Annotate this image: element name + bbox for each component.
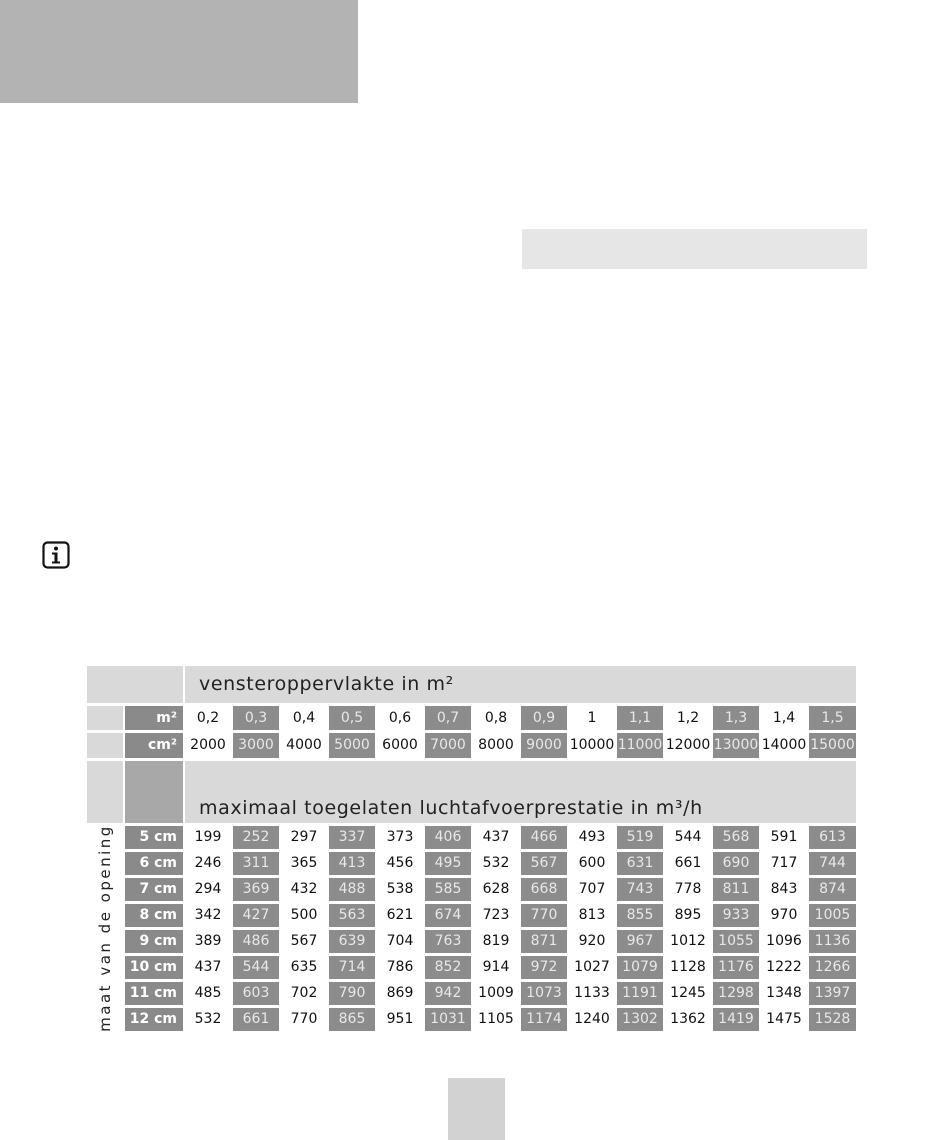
- flow-value-cell: 1027: [568, 954, 616, 980]
- flow-value-cell: 1055: [712, 928, 760, 954]
- m2-value-cell: 1: [568, 704, 616, 731]
- m2-value-cell: 0,7: [424, 704, 472, 731]
- flow-value-cell: 495: [424, 850, 472, 876]
- cm2-value-cell: 12000: [664, 731, 712, 759]
- flow-value-cell: 743: [616, 876, 664, 902]
- subheader-blank: [87, 759, 124, 824]
- flow-value-cell: 493: [568, 824, 616, 850]
- flow-value-cell: 702: [280, 980, 328, 1006]
- flow-value-cell: 485: [184, 980, 232, 1006]
- flow-value-cell: 778: [664, 876, 712, 902]
- cm2-value-cell: 14000: [760, 731, 808, 759]
- flow-value-cell: 500: [280, 902, 328, 928]
- ventilation-table: [87, 666, 856, 1034]
- table-row: [87, 876, 856, 902]
- flow-value-cell: 770: [520, 902, 568, 928]
- row-size-label: 9 cm: [124, 928, 184, 954]
- flow-value-cell: 567: [280, 928, 328, 954]
- flow-value-cell: 297: [280, 824, 328, 850]
- cm2-value-cell: 5000: [328, 731, 376, 759]
- flow-value-cell: 538: [376, 876, 424, 902]
- info-icon: [42, 541, 70, 569]
- m2-value-cell: 0,6: [376, 704, 424, 731]
- flow-value-cell: 744: [808, 850, 856, 876]
- flow-value-cell: 951: [376, 1006, 424, 1032]
- flow-value-cell: 704: [376, 928, 424, 954]
- row-size-label: 6 cm: [124, 850, 184, 876]
- flow-value-cell: 690: [712, 850, 760, 876]
- row-size-label: 10 cm: [124, 954, 184, 980]
- flow-value-cell: 1245: [664, 980, 712, 1006]
- flow-value-cell: 668: [520, 876, 568, 902]
- flow-value-cell: 763: [424, 928, 472, 954]
- cm2-value-cell: 3000: [232, 731, 280, 759]
- flow-value-cell: 1133: [568, 980, 616, 1006]
- flow-value-cell: 811: [712, 876, 760, 902]
- m2-value-cell: 0,2: [184, 704, 232, 731]
- flow-value-cell: 568: [712, 824, 760, 850]
- cm2-value-cell: 11000: [616, 731, 664, 759]
- flow-value-cell: 1266: [808, 954, 856, 980]
- flow-value-cell: 920: [568, 928, 616, 954]
- m2-value-cell: 0,5: [328, 704, 376, 731]
- flow-value-cell: 661: [664, 850, 712, 876]
- flow-value-cell: 635: [280, 954, 328, 980]
- m2-value-cell: 1,4: [760, 704, 808, 731]
- flow-value-cell: 723: [472, 902, 520, 928]
- row-axis-cell: [87, 824, 124, 1032]
- table-row: [87, 980, 856, 1006]
- flow-value-cell: 786: [376, 954, 424, 980]
- flow-value-cell: 639: [328, 928, 376, 954]
- header-title: vensteroppervlakte in m²: [184, 666, 856, 704]
- flow-value-cell: 294: [184, 876, 232, 902]
- flow-value-cell: 613: [808, 824, 856, 850]
- flow-value-cell: 874: [808, 876, 856, 902]
- m2-value-cell: 0,8: [472, 704, 520, 731]
- flow-value-cell: 674: [424, 902, 472, 928]
- m2-value-cell: 1,1: [616, 704, 664, 731]
- flow-value-cell: 389: [184, 928, 232, 954]
- flow-value-cell: 591: [760, 824, 808, 850]
- flow-value-cell: 813: [568, 902, 616, 928]
- flow-value-cell: 942: [424, 980, 472, 1006]
- flow-value-cell: 456: [376, 850, 424, 876]
- flow-value-cell: 603: [232, 980, 280, 1006]
- flow-value-cell: 967: [616, 928, 664, 954]
- flow-value-cell: 661: [232, 1006, 280, 1032]
- m2-value-cell: 1,2: [664, 704, 712, 731]
- flow-value-cell: 600: [568, 850, 616, 876]
- flow-value-cell: 532: [184, 1006, 232, 1032]
- table-row: [87, 902, 856, 928]
- row-axis-label: maat van de opening: [96, 824, 114, 1032]
- row-size-label: 12 cm: [124, 1006, 184, 1032]
- flow-value-cell: 819: [472, 928, 520, 954]
- flow-value-cell: 770: [280, 1006, 328, 1032]
- m2-row-blank: [87, 704, 124, 731]
- subheader-dark-cell: [124, 759, 184, 824]
- flow-value-cell: 855: [616, 902, 664, 928]
- flow-value-cell: 1005: [808, 902, 856, 928]
- flow-value-cell: 1096: [760, 928, 808, 954]
- flow-value-cell: 1031: [424, 1006, 472, 1032]
- flow-value-cell: 852: [424, 954, 472, 980]
- flow-value-cell: 1105: [472, 1006, 520, 1032]
- flow-value-cell: 621: [376, 902, 424, 928]
- section-gray-bar: [522, 229, 867, 269]
- flow-value-cell: 972: [520, 954, 568, 980]
- flow-value-cell: 1222: [760, 954, 808, 980]
- flow-value-cell: 869: [376, 980, 424, 1006]
- flow-value-cell: 544: [232, 954, 280, 980]
- flow-value-cell: 790: [328, 980, 376, 1006]
- row-size-label: 11 cm: [124, 980, 184, 1006]
- flow-value-cell: 1362: [664, 1006, 712, 1032]
- flow-value-cell: 544: [664, 824, 712, 850]
- flow-value-cell: 933: [712, 902, 760, 928]
- flow-value-cell: 865: [328, 1006, 376, 1032]
- page-number-tab: [448, 1078, 505, 1140]
- flow-value-cell: 717: [760, 850, 808, 876]
- flow-value-cell: 427: [232, 902, 280, 928]
- cm2-value-cell: 9000: [520, 731, 568, 759]
- flow-value-cell: 585: [424, 876, 472, 902]
- flow-value-cell: 413: [328, 850, 376, 876]
- cm2-value-cell: 8000: [472, 731, 520, 759]
- flow-value-cell: 628: [472, 876, 520, 902]
- flow-value-cell: 532: [472, 850, 520, 876]
- flow-value-cell: 1079: [616, 954, 664, 980]
- flow-value-cell: 373: [376, 824, 424, 850]
- flow-value-cell: 365: [280, 850, 328, 876]
- flow-value-cell: 1528: [808, 1006, 856, 1032]
- flow-value-cell: 914: [472, 954, 520, 980]
- flow-value-cell: 1128: [664, 954, 712, 980]
- flow-value-cell: 246: [184, 850, 232, 876]
- flow-value-cell: 432: [280, 876, 328, 902]
- cm2-value-cell: 15000: [808, 731, 856, 759]
- flow-value-cell: 1136: [808, 928, 856, 954]
- flow-value-cell: 1073: [520, 980, 568, 1006]
- table-row: [87, 954, 856, 980]
- flow-value-cell: 519: [616, 824, 664, 850]
- table-row: [87, 824, 856, 850]
- flow-value-cell: 369: [232, 876, 280, 902]
- cm2-unit-label: cm²: [124, 731, 184, 759]
- flow-value-cell: 567: [520, 850, 568, 876]
- flow-value-cell: 311: [232, 850, 280, 876]
- flow-value-cell: 1009: [472, 980, 520, 1006]
- row-size-label: 5 cm: [124, 824, 184, 850]
- cm2-value-cell: 4000: [280, 731, 328, 759]
- table-row: [87, 850, 856, 876]
- m2-value-cell: 1,5: [808, 704, 856, 731]
- flow-value-cell: 1348: [760, 980, 808, 1006]
- sub-header-title: maximaal toegelaten luchtafvoerprestatie in m³/h: [184, 759, 856, 824]
- flow-value-cell: 1475: [760, 1006, 808, 1032]
- flow-value-cell: 843: [760, 876, 808, 902]
- header-gray-block: [0, 0, 358, 103]
- flow-value-cell: 707: [568, 876, 616, 902]
- cm2-row-blank: [87, 731, 124, 759]
- cm2-value-cell: 10000: [568, 731, 616, 759]
- m2-value-cell: 0,4: [280, 704, 328, 731]
- flow-value-cell: 437: [184, 954, 232, 980]
- flow-value-cell: 1240: [568, 1006, 616, 1032]
- table-row: [87, 1006, 856, 1032]
- flow-value-cell: 871: [520, 928, 568, 954]
- cm2-value-cell: 6000: [376, 731, 424, 759]
- flow-value-cell: 486: [232, 928, 280, 954]
- flow-value-cell: 970: [760, 902, 808, 928]
- flow-value-cell: 1419: [712, 1006, 760, 1032]
- flow-value-cell: 563: [328, 902, 376, 928]
- m2-value-cell: 0,3: [232, 704, 280, 731]
- flow-value-cell: 631: [616, 850, 664, 876]
- table-row: [87, 928, 856, 954]
- flow-value-cell: 406: [424, 824, 472, 850]
- corner-cell: [87, 666, 184, 704]
- m2-unit-label: m²: [124, 704, 184, 731]
- flow-value-cell: 1298: [712, 980, 760, 1006]
- flow-value-cell: 1191: [616, 980, 664, 1006]
- cm2-value-cell: 7000: [424, 731, 472, 759]
- flow-value-cell: 895: [664, 902, 712, 928]
- row-size-label: 7 cm: [124, 876, 184, 902]
- flow-value-cell: 1176: [712, 954, 760, 980]
- flow-value-cell: 199: [184, 824, 232, 850]
- flow-value-cell: 488: [328, 876, 376, 902]
- flow-value-cell: 1174: [520, 1006, 568, 1032]
- flow-value-cell: 1012: [664, 928, 712, 954]
- flow-value-cell: 1302: [616, 1006, 664, 1032]
- flow-value-cell: 437: [472, 824, 520, 850]
- flow-value-cell: 337: [328, 824, 376, 850]
- flow-value-cell: 342: [184, 902, 232, 928]
- row-size-label: 8 cm: [124, 902, 184, 928]
- m2-value-cell: 1,3: [712, 704, 760, 731]
- flow-value-cell: 714: [328, 954, 376, 980]
- flow-value-cell: 1397: [808, 980, 856, 1006]
- cm2-value-cell: 2000: [184, 731, 232, 759]
- flow-value-cell: 466: [520, 824, 568, 850]
- flow-value-cell: 252: [232, 824, 280, 850]
- m2-value-cell: 0,9: [520, 704, 568, 731]
- cm2-value-cell: 13000: [712, 731, 760, 759]
